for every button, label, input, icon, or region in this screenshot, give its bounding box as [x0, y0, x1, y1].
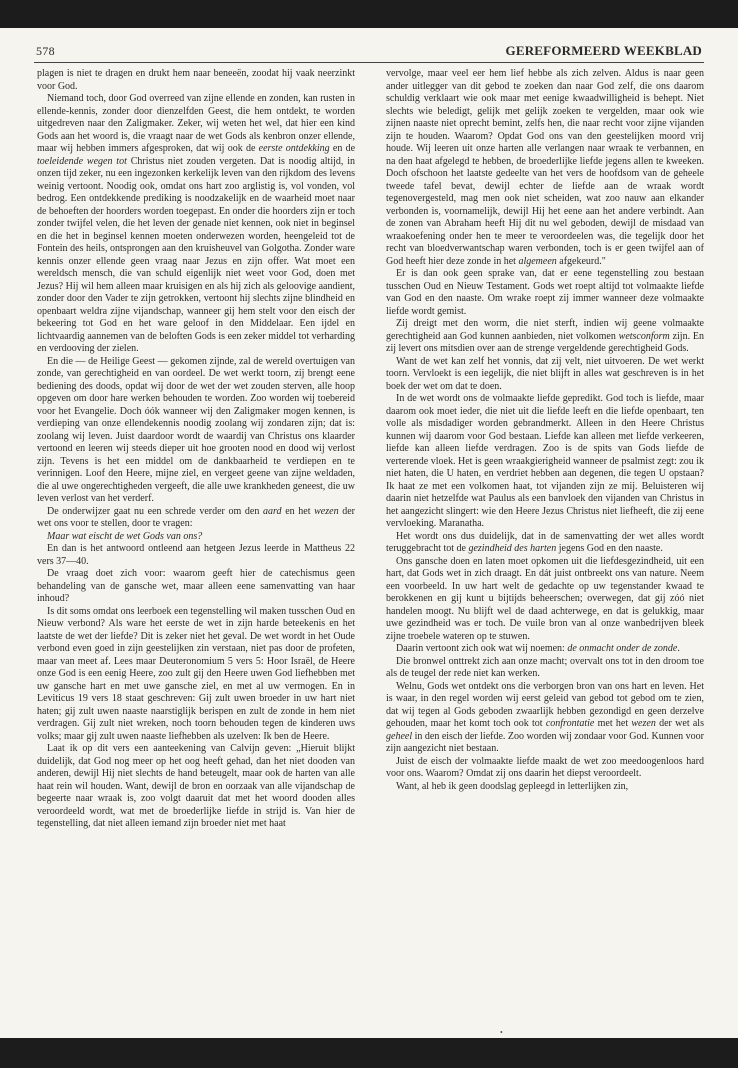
paragraph: Er is dan ook geen sprake van, dat er eene tegenstelling zou bestaan tusschen Oud en Nieuw Testament. Gods wet roept altijd tot volmaakte liefde van God en den naaste. Om wrake roept zij immer wanneer deze volmaakte liefde wordt gemist.: [386, 268, 704, 317]
paragraph: Want, al heb ik geen doodslag gepleegd in letterlijken zin,: [396, 780, 629, 792]
page-number: 578: [36, 44, 55, 58]
paragraph: De vraag doet zich voor: waarom geeft hier de catechismus geen behandeling van de gansche wet, maar alleen eene samenvatting van haar inhoud?: [37, 568, 355, 604]
header-rule: [34, 62, 704, 63]
paragraph: plagen is niet te dragen en drukt hem naar beneeën, zoodat hij vaak neerzinkt voor God.: [37, 68, 355, 92]
paragraph: Is dit soms omdat ons leerboek een tegenstelling wil maken tusschen Oud en Nieuw verbond? Als ware het eerste de wet in zijn harde beteekenis en het laatste de wet der liefde? Dit is zeker niet het geval. De wet wordt in het Oude verbond even goed in zijn geestelijken zin verstaan, niet pas door de profeten, maar van meet af. Lees maar Deuteronomium 5 vers 5: Hoor Israël, de Heere onze God is een eenig Heere, zoo zult gij den Heere uwen God liefhebben met uw gansche hart en met uwe gansche ziel, en met al uw vermogen. En in Leviticus 19 vers 18 staat geschreven: Gij zult uwen broeder in uw hart niet haten; gij zult uwen naaste naarstiglijk berispen en zult de zonde in hem niet verdragen. Gij zult niet wreken, noch toorn behouden tegen de kinderen uws volks; maar gij zult uwen naaste liefhebben als uzelven: Ik ben de Heere.: [37, 605, 355, 742]
paragraph: Welnu, Gods wet ontdekt ons die verborgen bron van ons hart en leven. Het is waar, in den regel worden wij eerst geleid van gebod tot gebod om te zien, dat wij tegen al Gods geboden zwaarlijk hebben gezondigd en geen derzelve gehouden, maar het komt toch ook tot confrontatie met het wezen der wet als geheel in den eisch der liefde. Zoo worden wij zondaar voor God. Kunnen voor zijn aangezicht niet bestaan.: [386, 680, 704, 754]
running-title: GEREFORMEERD WEEKBLAD: [505, 43, 702, 58]
paragraph: Juist de eisch der volmaakte liefde maakt de wet zoo meedoogenloos hard voor ons. Waarom? Omdat zij ons daarin het diepst veroordeelt.: [386, 755, 704, 779]
footer-mark: •: [500, 1028, 503, 1037]
right-column: [386, 68, 704, 1028]
paragraph: Zij dreigt met den worm, die niet sterft, indien wij geene volmaakte gerechtigheid aan God kunnen aanbieden, niet volkomen wetsconform zijn. En zij levert ons mitsdien over aan de strenge vergeldende gerechtigheid Gods.: [386, 318, 704, 354]
paragraph: Ons gansche doen en laten moet opkomen uit die liefdesgezindheid, uit een hart, dat Gods wet in zich draagt. En dát juist ontbreekt ons van nature. Neem een voorbeeld. In uw hart welt de gedachte op uw tegenstander kwaad te berokkenen en gij kunt u bijtijds beheerschen; overwegen, dat gij zóó niet handelen moogt. Nu blijft wel de daad achterwege, en dat is gelukkig, maar uwe gezindheid was er toch. De vuile bron van al onze wanbedrijven bleek zijne troebele wateren op te stuwen.: [386, 555, 704, 642]
paragraph: Want de wet kan zelf het vonnis, dat zij velt, niet uitvoeren. De wet werkt toorn. Vervloekt is een iegelijk, die niet blijft in alles wat geschreven is in het boek der wet om dat te doen.: [386, 355, 704, 392]
paragraph: Die bronwel onttrekt zich aan onze macht; overvalt ons tot in den droom toe als de teugel der rede niet kan werken.: [386, 655, 704, 679]
newspaper-page: [0, 28, 738, 1038]
paragraph: De onderwijzer gaat nu een schrede verder om den aard en het wezen der wet ons voor te stellen, door te vragen:: [37, 505, 355, 529]
paragraph: Laat ik op dit vers een aanteekening van Calvijn geven: „Hieruit blijkt duidelijk, dat God nog meer op het oog heeft gehad, dan het niet dooden van anderen, dewijl Hij niet slechts de hand beteugelt, maar ook de harten van alle haat rein wil houden. Want, dewijl de bron en oorzaak van alle vijandschap de begeerte naar wraak is, zoo volgt daaruit dat met het woord dooden alles veroordeeld wordt, wat met de broederlijke liefde in strijd is. Van hier de tegenstelling, dat niet alleen iemand zijn broeder niet met haat: [37, 743, 355, 829]
paragraph: Niemand toch, door God overreed van zijne ellende en zonden, kan rusten in ellende-kennis, zonder door dienzelfden Geest, die hem ontdekt, te worden uitgedreven naar den Zaligmaker. Zeker, wij weten het wel, dat hier een kind Gods aan het woord is, die vraagt naar de wet Gods als kenbron onzer ellende, maar wij hebben immers afgesproken, dat wij ook de eerste ontdekking en de toeleidende wegen tot Christus niet zouden vergeten. Dat is noodig altijd, in onzen tijd zeker, nu een ingezonken kerkelijk leven van den rijkdom des levens weinig vertoont. Noodig ook, omdat ons hart zoo arglistig is, vol vonden, vol bedrog. Een ontdekkende prediking is noodzakelijk en de waarheid moet naar de behoeften der hoorders worden toegepast. En onder die hoorders zijn er toch zonder twijfel velen, die het leven der genade niet kennen, ook niet in beginsel en die het in beginsel kennen moeten onderwezen worden, heengeleid tot de Fontein des heils, ontsprongen aan den kruisheuvel van Golgotha. Zonder ware kennis onzer ellende geen vraag naar Jezus en zijn offer. Wat moet een wereldsch mensch, die van schuld eigenlijk niet weet voor God, doen met Jezus? Hij wil hem alleen maar kruisigen en als hij zich als geloovige aandient, zonder door den Vader te zijn getrokken, vertoont hij slechts zijne blindheid en openbaart weldra zijne vijandschap, wanneer gij hem stelt voor den eisch der bekeering tot God en het ware geloof in den Middelaar. Een ijdel en lichtvaardig aannemen van de beloften Gods is een zeker middel tot verharding en verdooving der zielen.: [37, 93, 355, 354]
paragraph: vervolge, maar veel eer hem lief hebbe als zich zelven. Aldus is naar geen ander uitlegger van dit gebod te zoeken dan naar God zelf, die ons daarom schuldig verklaart wie ook maar met eenige kwaadwilligheid is behept. Niet slechts wie beledigt, gelijk met gelijk zoeken te vergelden, maar ook wie zijnen naaste niet oprecht bemint, zelfs hen, die naar recht voor zijne vijanden zijn te houden. Waarom? Opdat God ons van den geestelijken moord vrij houde. Wij leeren uit onze harten alle verlangen naar wraak te verbannen, en na den haat afgelegd te hebben, de broederlijke liefde jegens allen te kweeken. Doch ofschoon het laatste gedeelte van het vers de hoofdsom van de geheele tweede tafel bevat, dewijl echter de liefde aan de wraak wordt tegenovergesteld, mag men ook niet scheiden, wat zoo nauw aan elkander verbonden is, voornamelijk, dewijl Hij het eene aan het andere verbindt. Aan de zonen van Abraham heeft Hij dit nu wel geboden, dewijl de misdaad van wraakoefening onder hen te meer te veroordeelen was, die tegelijk door het recht van bloedverwantschap waren verbonden, toch is er geen twijfel aan of God heeft hier deze zonde in het algemeen afgekeurd.": [386, 68, 704, 267]
paragraph: Het wordt ons dus duidelijk, dat in de samenvatting der wet alles wordt teruggebracht tot de gezindheid des harten jegens God en den naaste.: [386, 530, 704, 554]
paragraph: En dan is het antwoord ontleend aan hetgeen Jezus leerde in Mattheus 22 vers 37—40.: [37, 543, 355, 567]
paragraph: Daarin vertoont zich ook wat wij noemen: de onmacht onder de zonde.: [396, 643, 680, 654]
left-column: [37, 68, 355, 1028]
catechism-question: Maar wat eischt de wet Gods van ons?: [47, 530, 203, 542]
paragraph: En die — de Heilige Geest — gekomen zijnde, zal de wereld overtuigen van zonde, van gerechtigheid en van oordeel. De wet werkt toorn, zij brengt eene bediening des doods, opdat wij door de wet der wet zouden sterven, alle hoop opgeven om door hare werken behouden te worden. Zoo worden wij toebereid voor het Evangelie. Doch óók wanneer wij den Zaligmaker mogen kennen, is verdieping van onze ellendekennis noodig zoolang wij zondaren zijn; dat is: zoolang wij leven. Juist daardoor wordt de waardij van Christus ons klaarder vertoond en leeren wij steeds dieper uit hoe grooten nood en dood wij verlost zijn. Tevens is het een middel om de dankbaarheid te verdiepen en te verinnigen. Loof den Heere, mijne ziel, en vergeet geene van zijne weldaden, die al uwe ongerechtigheden vergeeft, die alle uwe krankheden geneest, die uw leven verlost van het verderf.: [37, 355, 355, 504]
paragraph: In de wet wordt ons de volmaakte liefde gepredikt. God toch is liefde, maar daarom ook moet ieder, die niet uit die liefde leeft en die liefde openbaart, ten volle als misdadiger worden gebrandmerkt. Alleen in den Heere Christus kunnen wij daarom voor God bestaan. Liefde kan alleen met liefde verkeeren, liefde kan alleen liefde verdragen. Zoo is de spits van Gods liefde de verterende vloek. Het is geen wraakgierigheid wanneer de psalmist zegt: zou ik niet haten, die U haten, en verdriet hebben aan degenen, die tegen U opstaan? Ik haat ze met een volkomen haat, tot vijanden zijn ze mij. Beluisteren wij daarin niet hetzelfde wat Paulus als een banvloek den vijanden van Christus in het aangezicht slingert: wie den Heere Jezus Christus niet liefheeft, die zij eene vervloeking. Maranatha.: [386, 393, 704, 529]
